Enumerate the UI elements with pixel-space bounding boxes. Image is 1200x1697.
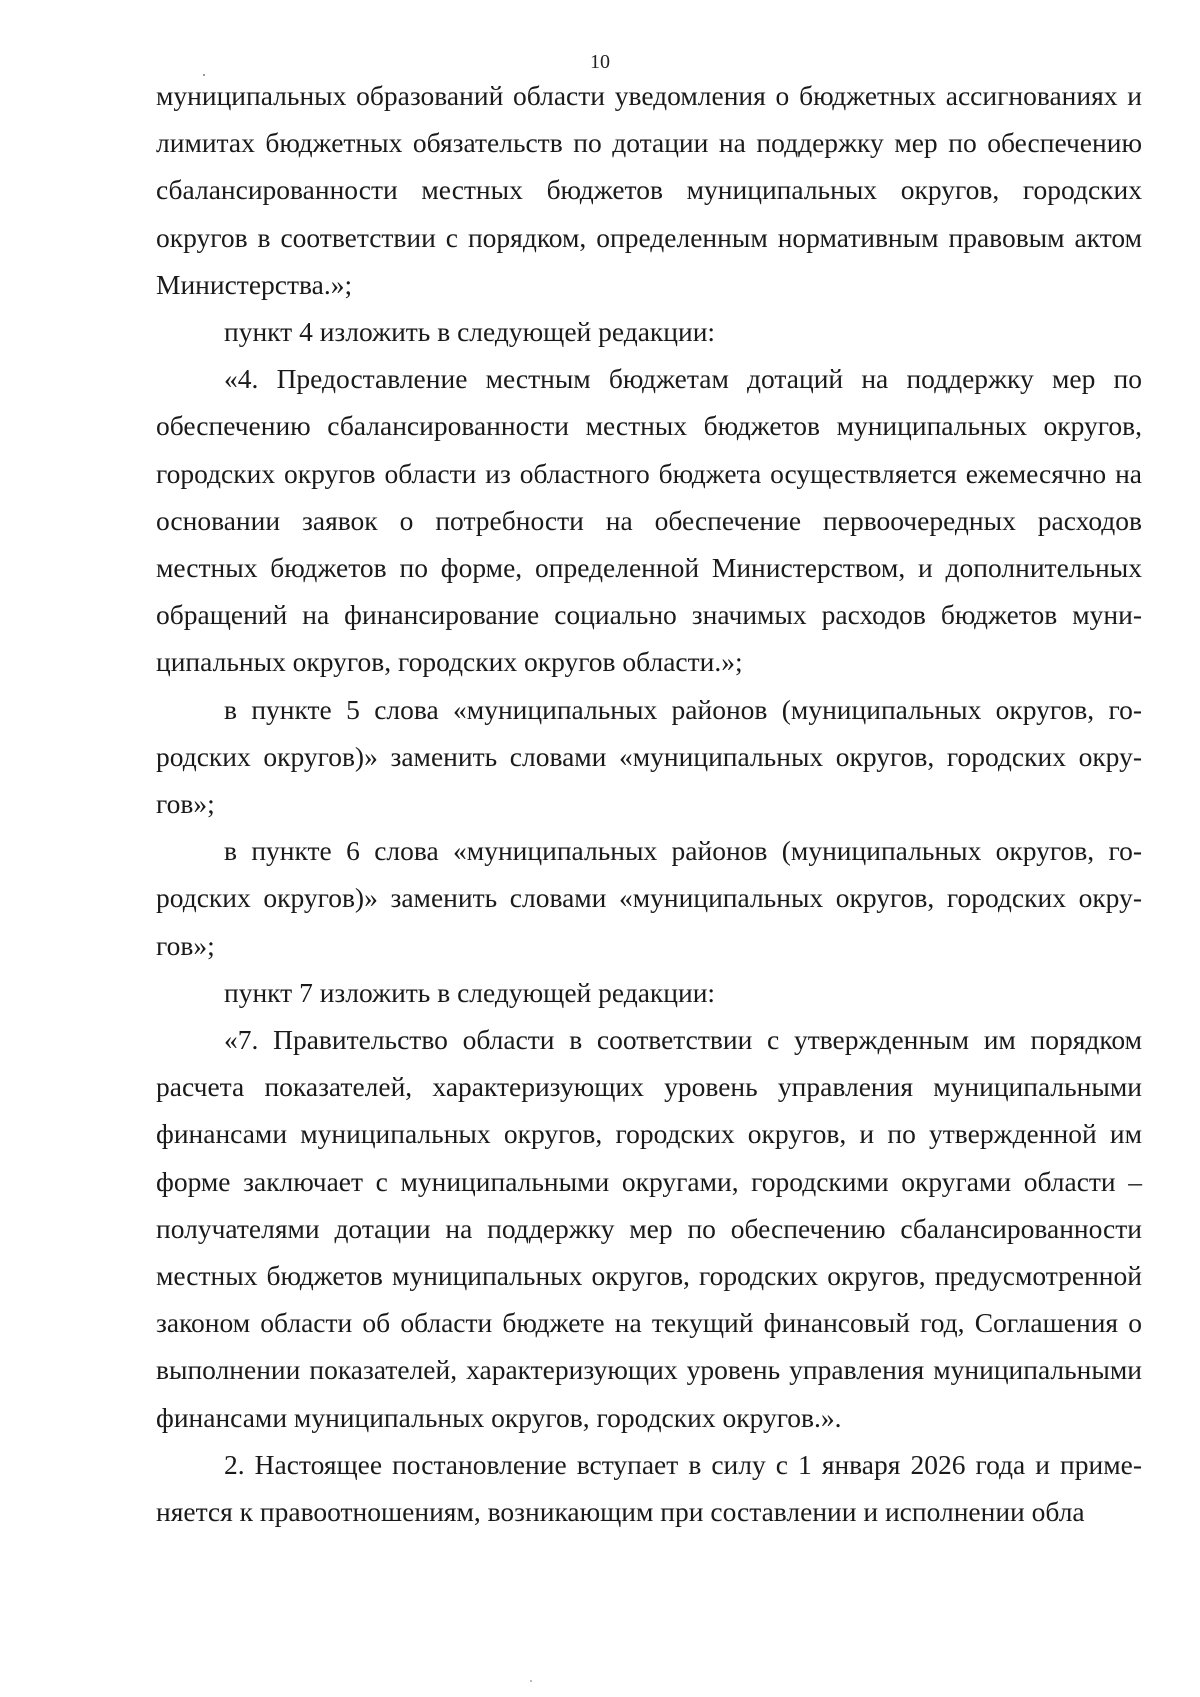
paragraph-item-4-intro: пункт 4 изложить в следующей редакции: [224,316,716,348]
paragraph-section-2: 2. Настоящее постановление вступает в силу с 1 января 2026 года и применяется к правоотношениям, возникающим при составлении и исполнении обла [156,1448,1142,1528]
paragraph-continuation: муниципальных образований области уведомления о бюджетных ассигнованиях и лимитах бюджетных обязательств по дотации на поддержку мер по обеспечению сбалансированности местных бюджетов муниципальных округов, городских округов в соответствии с порядком, определенным нормативным правовым актом Министерства.»; [156,80,1142,300]
page-number: 10 [590,51,610,73]
document-body [156,72,1142,1535]
scan-speck-bottom [530,1680,532,1682]
paragraph-item-7-intro: пункт 7 изложить в следующей редакции: [224,976,716,1008]
paragraph-item-7-text: «7. Правительство области в соответствии с утвержденным им порядком расчета показателей, характеризующих уровень управления муниципальными финансами муниципальных округов, городских округов, и по утвержденной им форме заключает с муниципальными округами, городскими округами области – получателями дотации на поддержку мер по обеспечению сбалансированности местных бюджетов муниципальных округов, городских округов, предусмотренной законом области об области бюджете на текущий финансовый год, Соглашения о выполнении показателей, характеризующих уровень управления муниципальными финансами муниципальных округов, городских округов.». [156,1024,1142,1433]
paragraph-item-5-change: в пункте 5 слова «муниципальных районов (муниципальных округов, городских округов)» заменить словами «муниципальных округов, городских округов»; [156,693,1142,820]
paragraph-item-4-text: «4. Предоставление местным бюджетам дотаций на поддержку мер по обеспечению сбалансированности местных бюджетов муниципальных округов, городских округов области из областного бюджета осуществляется ежемесячно на основании заявок о потребности на обеспечение первоочередных расходов местных бюджетов по форме, определенной Министерством, и дополнительных обращений на финансирование социально значимых расходов бюджетов муниципальных округов, городских округов области.»; [156,363,1142,678]
paragraph-item-6-change: в пункте 6 слова «муниципальных районов (муниципальных округов, городских округов)» заменить словами «муниципальных округов, городских округов»; [156,835,1142,961]
